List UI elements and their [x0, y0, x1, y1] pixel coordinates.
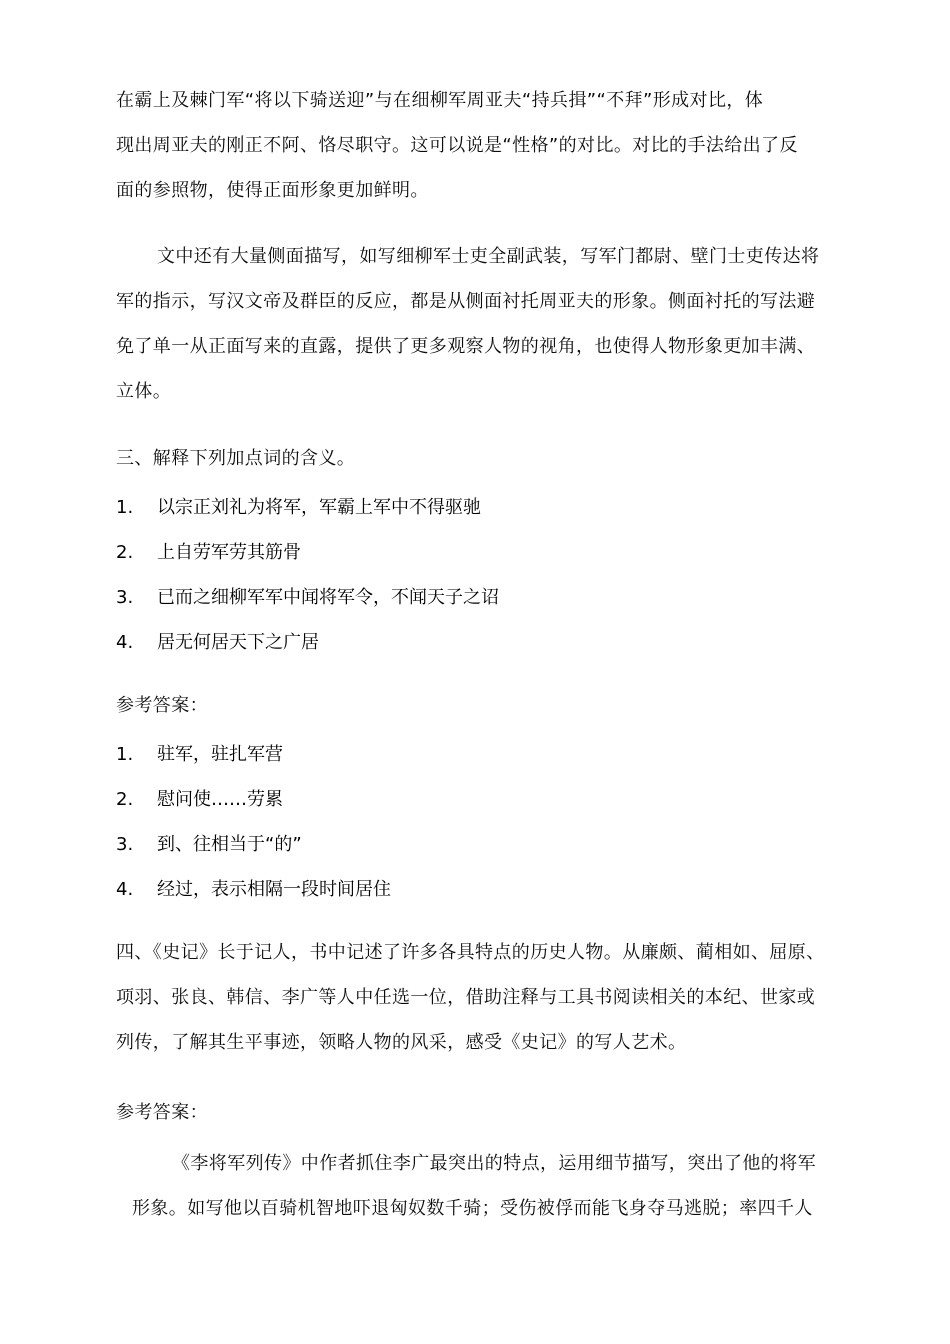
question-number: 3. [116, 587, 134, 608]
answer-text: 慰问使……劳累 [157, 789, 283, 810]
paragraph-line: 立体。 [116, 381, 172, 402]
paragraph-line: 免了单一从正面写来的直露，提供了更多观察人物的视角，也使得人物形象更加丰满、 [116, 336, 816, 357]
paragraph-line: 军的指示，写汉文帝及群臣的反应，都是从侧面衬托周亚夫的形象。侧面衬托的写法避 [116, 291, 816, 312]
answer-number: 2. [116, 789, 134, 810]
answer-text: 到、往相当于“的” [157, 834, 302, 855]
question-number: 1. [116, 497, 134, 518]
answer-text: 驻军，驻扎军营 [157, 744, 283, 765]
answer-number: 1. [116, 744, 134, 765]
answer-number: 4. [116, 879, 134, 900]
answer-label: 参考答案： [116, 1102, 208, 1123]
answer-text: 经过，表示相隔一段时间居住 [157, 879, 391, 900]
answer-label: 参考答案： [116, 695, 208, 716]
question-text: 已而之细柳军军中闻将军令，不闻天子之诏 [157, 587, 499, 608]
paragraph-line: 列传，了解其生平事迹，领略人物的风采，感受《史记》的写人艺术。 [116, 1032, 687, 1053]
paragraph-line: 项羽、张良、韩信、李广等人中任选一位，借助注释与工具书阅读相关的本纪、世家或 [116, 987, 816, 1008]
section-heading: 四、《史记》长于记人，书中记述了许多各具特点的历史人物。从廉颇、蔺相如、屈原、 [116, 942, 825, 963]
section-heading: 三、解释下列加点词的含义。 [116, 448, 356, 469]
paragraph-line: 在霸上及棘门军“将以下骑送迎”与在细柳军周亚夫“持兵揖”“不拜”形成对比，体 [116, 90, 764, 111]
paragraph-line: 现出周亚夫的刚正不阿、恪尽职守。这可以说是“性格”的对比。对比的手法给出了反 [116, 135, 798, 156]
question-text: 上自劳军劳其筋骨 [157, 542, 301, 563]
question-text: 以宗正刘礼为将军，军霸上军中不得驱驰 [157, 497, 481, 518]
paragraph-line: 文中还有大量侧面描写，如写细柳军士吏全副武装，写军门都尉、壁门士吏传达将 [157, 246, 820, 267]
answer-paragraph-line: 形象。如写他以百骑机智地吓退匈奴数千骑；受伤被俘而能飞身夺马逃脱；率四千人 [132, 1198, 813, 1219]
question-number: 2. [116, 542, 134, 563]
answer-paragraph-line: 《李将军列传》中作者抓住李广最突出的特点，运用细节描写，突出了他的将军 [172, 1153, 816, 1174]
answer-number: 3. [116, 834, 134, 855]
paragraph-line: 面的参照物，使得正面形象更加鲜明。 [116, 180, 429, 201]
question-text: 居无何居天下之广居 [157, 632, 319, 653]
question-number: 4. [116, 632, 134, 653]
